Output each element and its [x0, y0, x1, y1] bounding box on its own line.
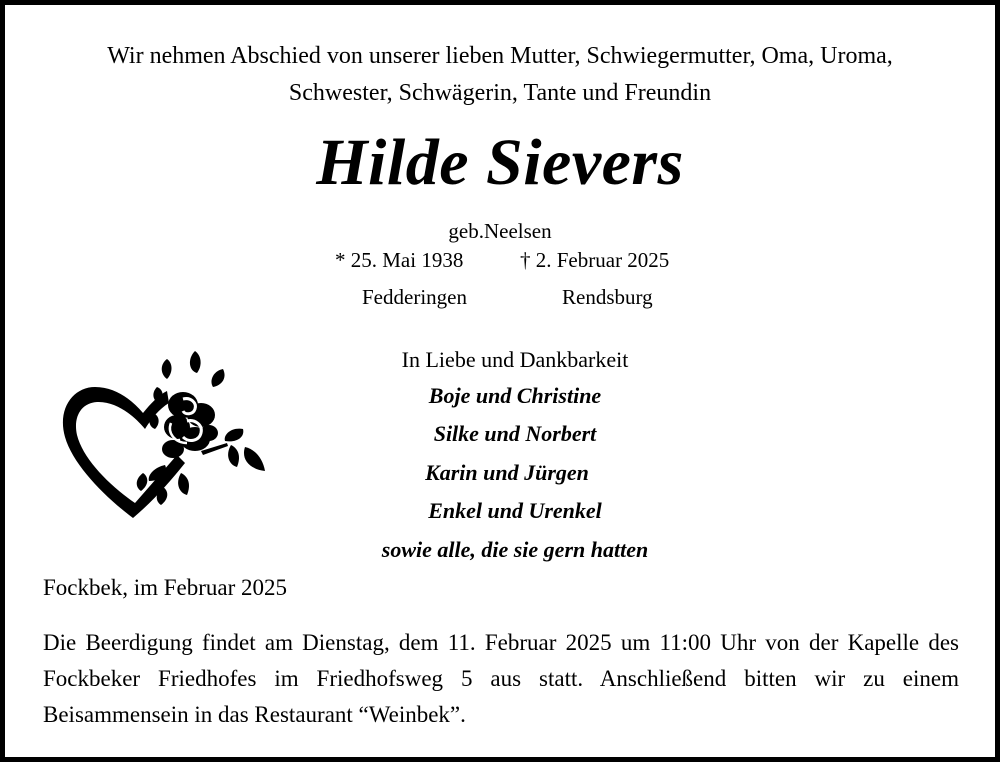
birth-place: Fedderingen — [362, 285, 467, 309]
mourner-name: Silke und Norbert — [433, 421, 597, 446]
funeral-announcement — [43, 625, 959, 733]
heart-with-rose-icon — [55, 347, 277, 527]
place-and-date: Fockbek, im Februar 2025 — [43, 575, 288, 600]
intro-line-2: Schwester, Schwägerin, Tante und Freundin — [288, 80, 712, 106]
mourner-name: Karin und Jürgen — [425, 460, 589, 485]
death-place: Rendsburg — [562, 285, 653, 309]
deceased-name: Hilde Sievers — [316, 126, 684, 199]
death-date: † 2. Februar 2025 — [520, 248, 670, 272]
birth-name: geb.Neelsen — [448, 219, 552, 243]
intro-line-1: Wir nehmen Abschied von unserer lieben Mutter, Schwiegermutter, Oma, Uroma, — [107, 43, 893, 69]
funeral-text: Die Beerdigung findet am Dienstag, dem 11. Februar 2025 um 11:00 Uhr von der Kapelle des Fockbeker Friedhofes im Friedhofsweg 5 aus statt. Anschließend bitten wir zu einem Beisammensein in das Restaurant “Weinbek”. — [43, 630, 959, 727]
birth-date: * 25. Mai 1938 — [335, 248, 464, 272]
mourner-name: Enkel und Urenkel — [428, 498, 602, 523]
mourner-name: Boje und Christine — [428, 383, 602, 408]
mourner-name: sowie alle, die sie gern hatten — [381, 537, 649, 562]
mourners-intro: In Liebe und Dankbarkeit — [401, 347, 629, 372]
